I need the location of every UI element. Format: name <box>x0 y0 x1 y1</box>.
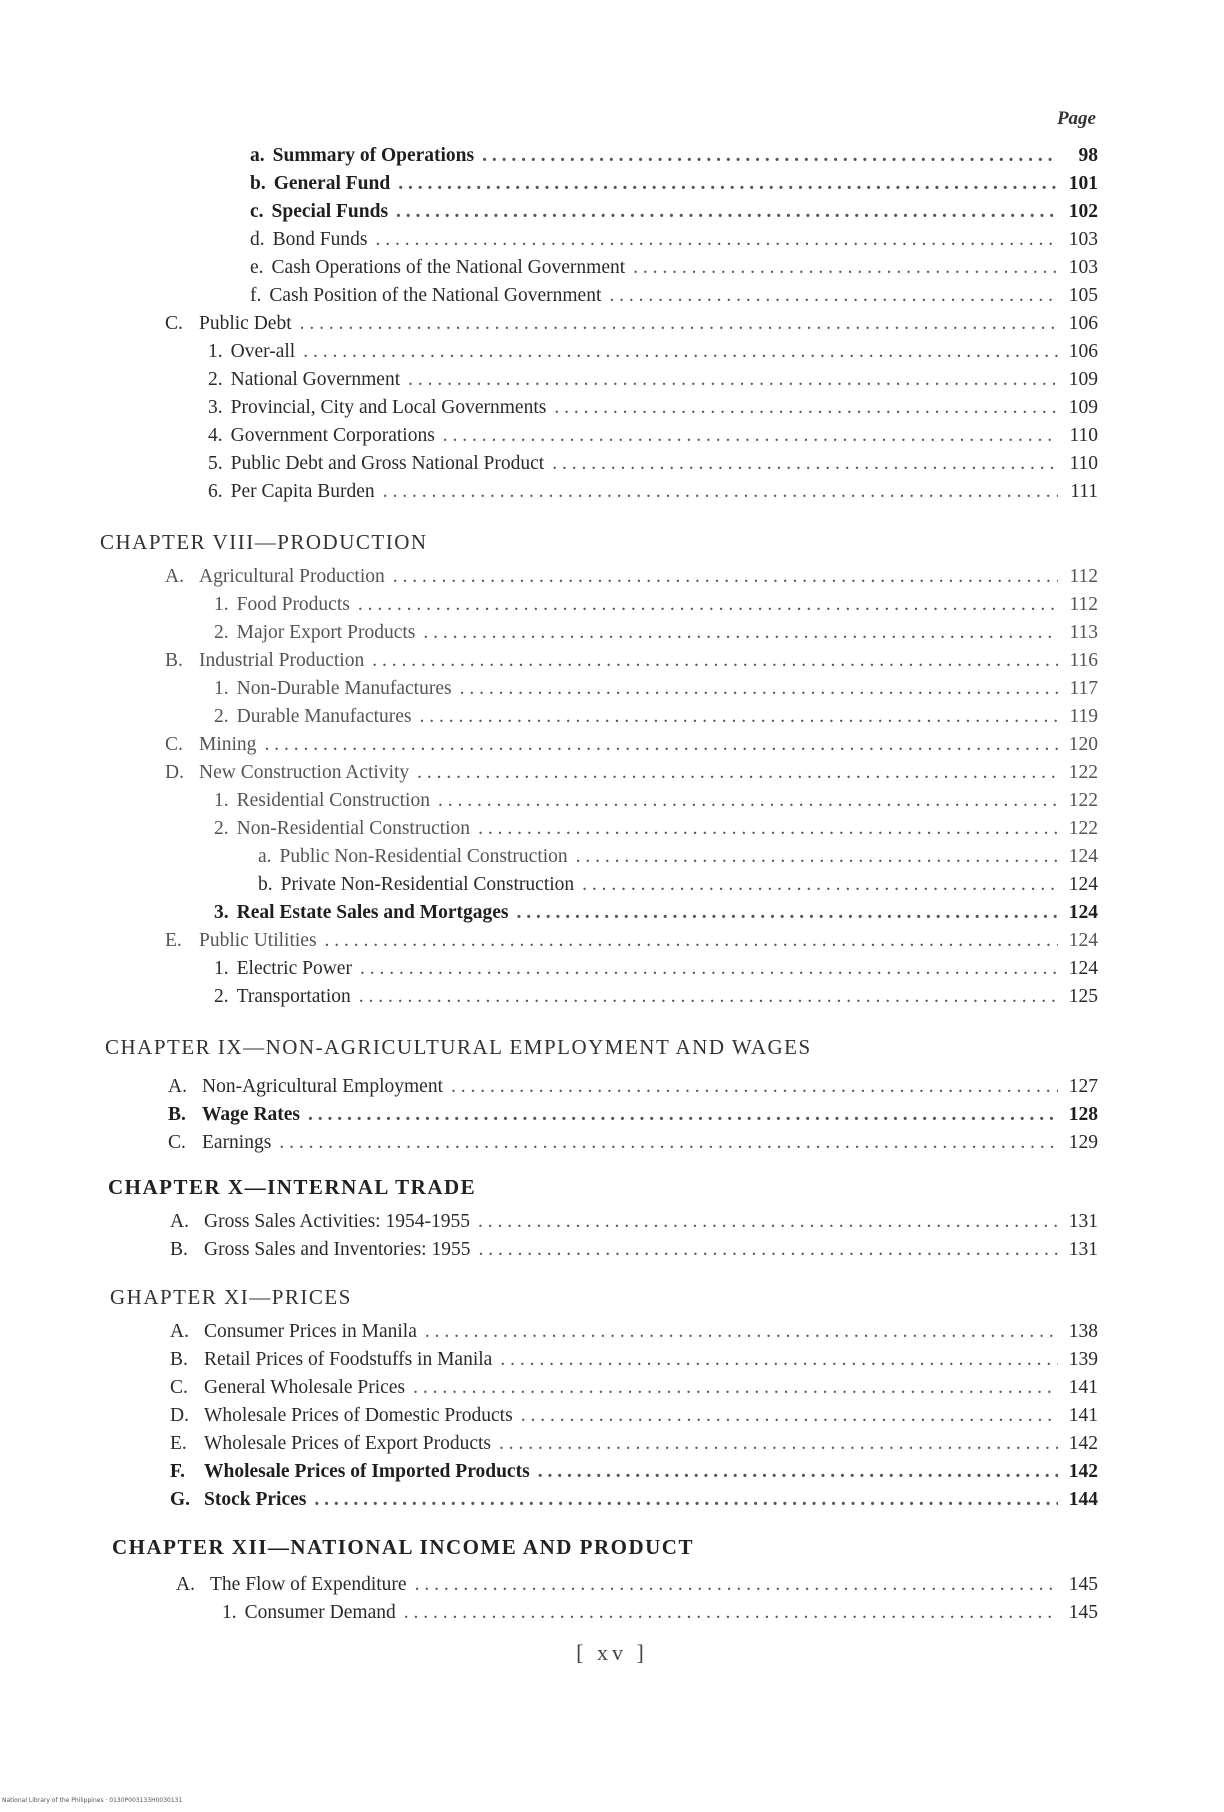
dot-leader <box>509 901 1058 925</box>
dot-leader <box>530 1460 1058 1484</box>
toc-entry <box>170 1348 1098 1372</box>
entry-title: Bond Funds <box>272 229 368 250</box>
toc-entry <box>250 228 1098 252</box>
entry-page-number: 145 <box>1068 1602 1098 1623</box>
entry-marker: C. <box>168 1132 186 1153</box>
dot-leader <box>390 172 1058 196</box>
dot-leader <box>513 1404 1058 1428</box>
entry-title: Per Capita Burden <box>230 481 375 502</box>
toc-entry <box>214 705 1098 729</box>
entry-title: Major Export Products <box>236 622 416 643</box>
dot-leader <box>364 649 1058 673</box>
toc-entry <box>214 817 1098 841</box>
dot-leader <box>415 621 1058 645</box>
entry-marker: 1. <box>214 678 229 699</box>
entry-page-number: 110 <box>1069 453 1098 474</box>
entry-marker: A. <box>176 1574 195 1595</box>
toc-entry <box>222 1601 1098 1625</box>
entry-marker: 6. <box>208 481 223 502</box>
toc-entry <box>208 480 1098 504</box>
dot-leader <box>417 1320 1058 1344</box>
entry-marker: 2. <box>208 369 223 390</box>
toc-entry <box>250 144 1098 168</box>
entry-marker: b. <box>258 874 273 895</box>
entry-marker: B. <box>170 1349 188 1370</box>
dot-leader <box>407 1573 1058 1597</box>
toc-entry <box>165 733 1098 757</box>
dot-leader <box>271 1131 1058 1155</box>
dot-leader <box>306 1488 1058 1512</box>
entry-page-number: 105 <box>1068 285 1098 306</box>
toc-entry <box>214 985 1098 1009</box>
entry-page-number: 98 <box>1078 145 1098 166</box>
entry-marker: c. <box>250 201 264 222</box>
toc-entry <box>250 256 1098 280</box>
entry-title: Wage Rates <box>202 1104 301 1125</box>
entry-title: Electric Power <box>236 958 352 979</box>
dot-leader <box>492 1348 1058 1372</box>
entry-title: Non-Residential Construction <box>236 818 471 839</box>
entry-marker: d. <box>250 229 265 250</box>
entry-page-number: 103 <box>1068 229 1098 250</box>
entry-marker: 1. <box>214 790 229 811</box>
toc-entry <box>214 901 1098 925</box>
entry-title: New Construction Activity <box>199 762 410 783</box>
entry-page-number: 106 <box>1068 341 1098 362</box>
dot-leader <box>546 396 1058 420</box>
page-number: [ xv ] <box>576 1640 648 1665</box>
entry-page-number: 112 <box>1069 566 1098 587</box>
entry-page-number: 102 <box>1068 201 1098 222</box>
entry-title: Summary of Operations <box>272 145 475 166</box>
dot-leader <box>470 1210 1058 1234</box>
dot-leader <box>435 424 1058 448</box>
toc-entry <box>170 1320 1098 1344</box>
entry-page-number: 144 <box>1068 1489 1098 1510</box>
entry-title: Earnings <box>202 1132 272 1153</box>
entry-marker: e. <box>250 257 264 278</box>
dot-leader <box>430 789 1058 813</box>
entry-title: General Wholesale Prices <box>204 1377 406 1398</box>
entry-title: Mining <box>199 734 257 755</box>
entry-page-number: 120 <box>1068 734 1098 755</box>
page-column-label: Page <box>1056 108 1096 129</box>
entry-title: Consumer Prices in Manila <box>204 1321 417 1342</box>
entry-title: Government Corporations <box>230 425 435 446</box>
entry-title: Cash Operations of the National Government <box>271 257 626 278</box>
entry-page-number: 124 <box>1068 902 1098 923</box>
entry-marker: B. <box>168 1104 186 1125</box>
toc-entry <box>258 845 1098 869</box>
entry-marker: 2. <box>214 986 229 1007</box>
toc-entry <box>214 789 1098 813</box>
entry-page-number: 124 <box>1068 846 1098 867</box>
entry-marker: G. <box>170 1489 191 1510</box>
dot-leader <box>292 312 1058 336</box>
entry-title: Special Funds <box>271 201 389 222</box>
toc-entry <box>208 452 1098 476</box>
dot-leader <box>574 873 1058 897</box>
chapter-heading: CHAPTER VIII—PRODUCTION <box>100 530 428 554</box>
toc-entry <box>214 677 1098 701</box>
toc-entry <box>170 1210 1098 1234</box>
toc-entry <box>170 1460 1098 1484</box>
dot-leader <box>385 565 1058 589</box>
entry-title: Residential Construction <box>236 790 430 811</box>
toc-entry <box>165 649 1098 673</box>
dot-leader <box>409 761 1058 785</box>
dot-leader <box>317 929 1058 953</box>
dot-leader <box>452 677 1058 701</box>
entry-title: Non-Agricultural Employment <box>202 1076 443 1097</box>
entry-marker: b. <box>250 173 266 194</box>
entry-title: Public Utilities <box>199 930 317 951</box>
entry-page-number: 142 <box>1068 1461 1098 1482</box>
entry-page-number: 109 <box>1068 369 1098 390</box>
entry-page-number: 142 <box>1068 1433 1098 1454</box>
entry-marker: 1. <box>214 958 229 979</box>
entry-page-number: 101 <box>1068 173 1098 194</box>
toc-entry <box>168 1075 1098 1099</box>
entry-marker: 3. <box>208 397 223 418</box>
toc-entry <box>208 396 1098 420</box>
toc-entry <box>250 200 1098 224</box>
entry-title: Over-all <box>230 341 296 362</box>
entry-marker: 2. <box>214 706 229 727</box>
entry-marker: A. <box>170 1211 189 1232</box>
dot-leader <box>470 1238 1058 1262</box>
entry-marker: B. <box>170 1239 188 1260</box>
toc-entry <box>250 172 1098 196</box>
entry-marker: 1. <box>208 341 223 362</box>
toc-entry <box>170 1376 1098 1400</box>
entry-marker: C. <box>165 313 183 334</box>
entry-page-number: 129 <box>1068 1132 1098 1153</box>
dot-leader <box>367 228 1058 252</box>
entry-page-number: 145 <box>1068 1574 1098 1595</box>
entry-title: Private Non-Residential Construction <box>280 874 575 895</box>
entry-page-number: 122 <box>1068 790 1098 811</box>
dot-leader <box>256 733 1058 757</box>
toc-entry <box>250 284 1098 308</box>
entry-page-number: 139 <box>1068 1349 1098 1370</box>
entry-marker: A. <box>168 1076 187 1097</box>
toc-entry <box>214 593 1098 617</box>
entry-title: Public Non-Residential Construction <box>279 846 568 867</box>
entry-title: Consumer Demand <box>244 1602 396 1623</box>
dot-leader <box>388 200 1058 224</box>
entry-marker: C. <box>165 734 183 755</box>
dot-leader <box>295 340 1058 364</box>
entry-page-number: 116 <box>1069 650 1098 671</box>
chapter-heading: CHAPTER X—INTERNAL TRADE <box>108 1175 477 1199</box>
dot-leader <box>544 452 1058 476</box>
toc-entry <box>170 1488 1098 1512</box>
chapter-heading: GHAPTER XI—PRICES <box>110 1285 352 1309</box>
entry-page-number: 125 <box>1068 986 1098 1007</box>
dot-leader <box>474 144 1058 168</box>
entry-page-number: 103 <box>1068 257 1098 278</box>
entry-marker: a. <box>250 145 265 166</box>
entry-marker: a. <box>258 846 272 867</box>
entry-title: Food Products <box>236 594 350 615</box>
entry-marker: A. <box>170 1321 189 1342</box>
dot-leader <box>568 845 1058 869</box>
entry-marker: E. <box>170 1433 187 1454</box>
dot-leader <box>491 1432 1058 1456</box>
entry-page-number: 109 <box>1068 397 1098 418</box>
entry-page-number: 127 <box>1068 1076 1098 1097</box>
dot-leader <box>601 284 1058 308</box>
toc-entry <box>170 1404 1098 1428</box>
entry-title: Industrial Production <box>199 650 365 671</box>
entry-page-number: 112 <box>1069 594 1098 615</box>
dot-leader <box>412 705 1058 729</box>
entry-marker: D. <box>170 1405 189 1426</box>
entry-page-number: 124 <box>1068 958 1098 979</box>
toc-entry <box>214 621 1098 645</box>
entry-page-number: 141 <box>1068 1405 1098 1426</box>
entry-title: Gross Sales and Inventories: 1955 <box>204 1239 471 1260</box>
entry-marker: A. <box>165 566 184 587</box>
entry-marker: f. <box>250 285 262 306</box>
entry-title: Wholesale Prices of Imported Products <box>204 1461 530 1482</box>
entry-title: Public Debt <box>199 313 292 334</box>
dot-leader <box>300 1103 1058 1127</box>
toc-entry <box>170 1432 1098 1456</box>
chapter-heading: CHAPTER XII—NATIONAL INCOME AND PRODUCT <box>112 1535 694 1559</box>
entry-page-number: 117 <box>1069 678 1098 699</box>
entry-marker: 1. <box>214 594 229 615</box>
dot-leader <box>396 1601 1058 1625</box>
entry-title: Wholesale Prices of Export Products <box>204 1433 492 1454</box>
scan-credit: National Library of the Philippines · 0130P003133H0030131 <box>2 1797 183 1804</box>
entry-marker: 2. <box>214 818 229 839</box>
entry-page-number: 131 <box>1068 1239 1098 1260</box>
entry-title: General Fund <box>273 173 391 194</box>
entry-page-number: 141 <box>1068 1377 1098 1398</box>
entry-page-number: 113 <box>1069 622 1098 643</box>
toc-entry <box>208 424 1098 448</box>
entry-page-number: 111 <box>1070 481 1098 502</box>
entry-title: The Flow of Expenditure <box>210 1574 407 1595</box>
entry-marker: F. <box>170 1461 185 1482</box>
entry-title: Durable Manufactures <box>236 706 412 727</box>
toc-entry <box>165 929 1098 953</box>
entry-marker: D. <box>165 762 184 783</box>
entry-marker: 1. <box>222 1602 237 1623</box>
entry-page-number: 122 <box>1068 818 1098 839</box>
entry-marker: C. <box>170 1377 188 1398</box>
toc-entry <box>165 565 1098 589</box>
entry-page-number: 119 <box>1069 706 1098 727</box>
entry-title: Non-Durable Manufactures <box>236 678 452 699</box>
entry-title: Transportation <box>236 986 351 1007</box>
entry-title: Provincial, City and Local Governments <box>230 397 547 418</box>
entry-title: Retail Prices of Foodstuffs in Manila <box>204 1349 493 1370</box>
toc-entry <box>176 1573 1098 1597</box>
entry-title: National Government <box>230 369 401 390</box>
entry-title: Gross Sales Activities: 1954-1955 <box>204 1211 470 1232</box>
entry-page-number: 106 <box>1068 313 1098 334</box>
chapter-heading: CHAPTER IX—NON-AGRICULTURAL EMPLOYMENT AND WAGES <box>105 1035 812 1059</box>
entry-page-number: 124 <box>1068 874 1098 895</box>
toc-entry <box>165 312 1098 336</box>
entry-page-number: 122 <box>1068 762 1098 783</box>
dot-leader <box>443 1075 1058 1099</box>
toc-entry <box>208 340 1098 364</box>
entry-title: Wholesale Prices of Domestic Products <box>204 1405 513 1426</box>
entry-page-number: 138 <box>1068 1321 1098 1342</box>
dot-leader <box>470 817 1058 841</box>
dot-leader <box>405 1376 1058 1400</box>
toc-entry <box>214 957 1098 981</box>
entry-title: Real Estate Sales and Mortgages <box>236 902 509 923</box>
entry-marker: 5. <box>208 453 223 474</box>
dot-leader <box>375 480 1058 504</box>
toc-entry <box>258 873 1098 897</box>
entry-marker: 2. <box>214 622 229 643</box>
entry-page-number: 128 <box>1068 1104 1098 1125</box>
toc-entry <box>170 1238 1098 1262</box>
entry-marker: 4. <box>208 425 223 446</box>
toc-entry <box>168 1131 1098 1155</box>
toc-entry <box>168 1103 1098 1127</box>
entry-marker: E. <box>165 930 182 951</box>
entry-title: Stock Prices <box>204 1489 307 1510</box>
entry-page-number: 110 <box>1069 425 1098 446</box>
toc-entry <box>208 368 1098 392</box>
entry-title: Cash Position of the National Government <box>269 285 602 306</box>
entry-marker: 3. <box>214 902 229 923</box>
dot-leader <box>352 957 1058 981</box>
entry-page-number: 124 <box>1068 930 1098 951</box>
entry-title: Public Debt and Gross National Product <box>230 453 545 474</box>
entry-page-number: 131 <box>1068 1211 1098 1232</box>
dot-leader <box>400 368 1058 392</box>
toc-entry <box>165 761 1098 785</box>
entry-marker: B. <box>165 650 183 671</box>
dot-leader <box>625 256 1058 280</box>
entry-title: Agricultural Production <box>199 566 385 587</box>
dot-leader <box>350 593 1058 617</box>
dot-leader <box>351 985 1058 1009</box>
